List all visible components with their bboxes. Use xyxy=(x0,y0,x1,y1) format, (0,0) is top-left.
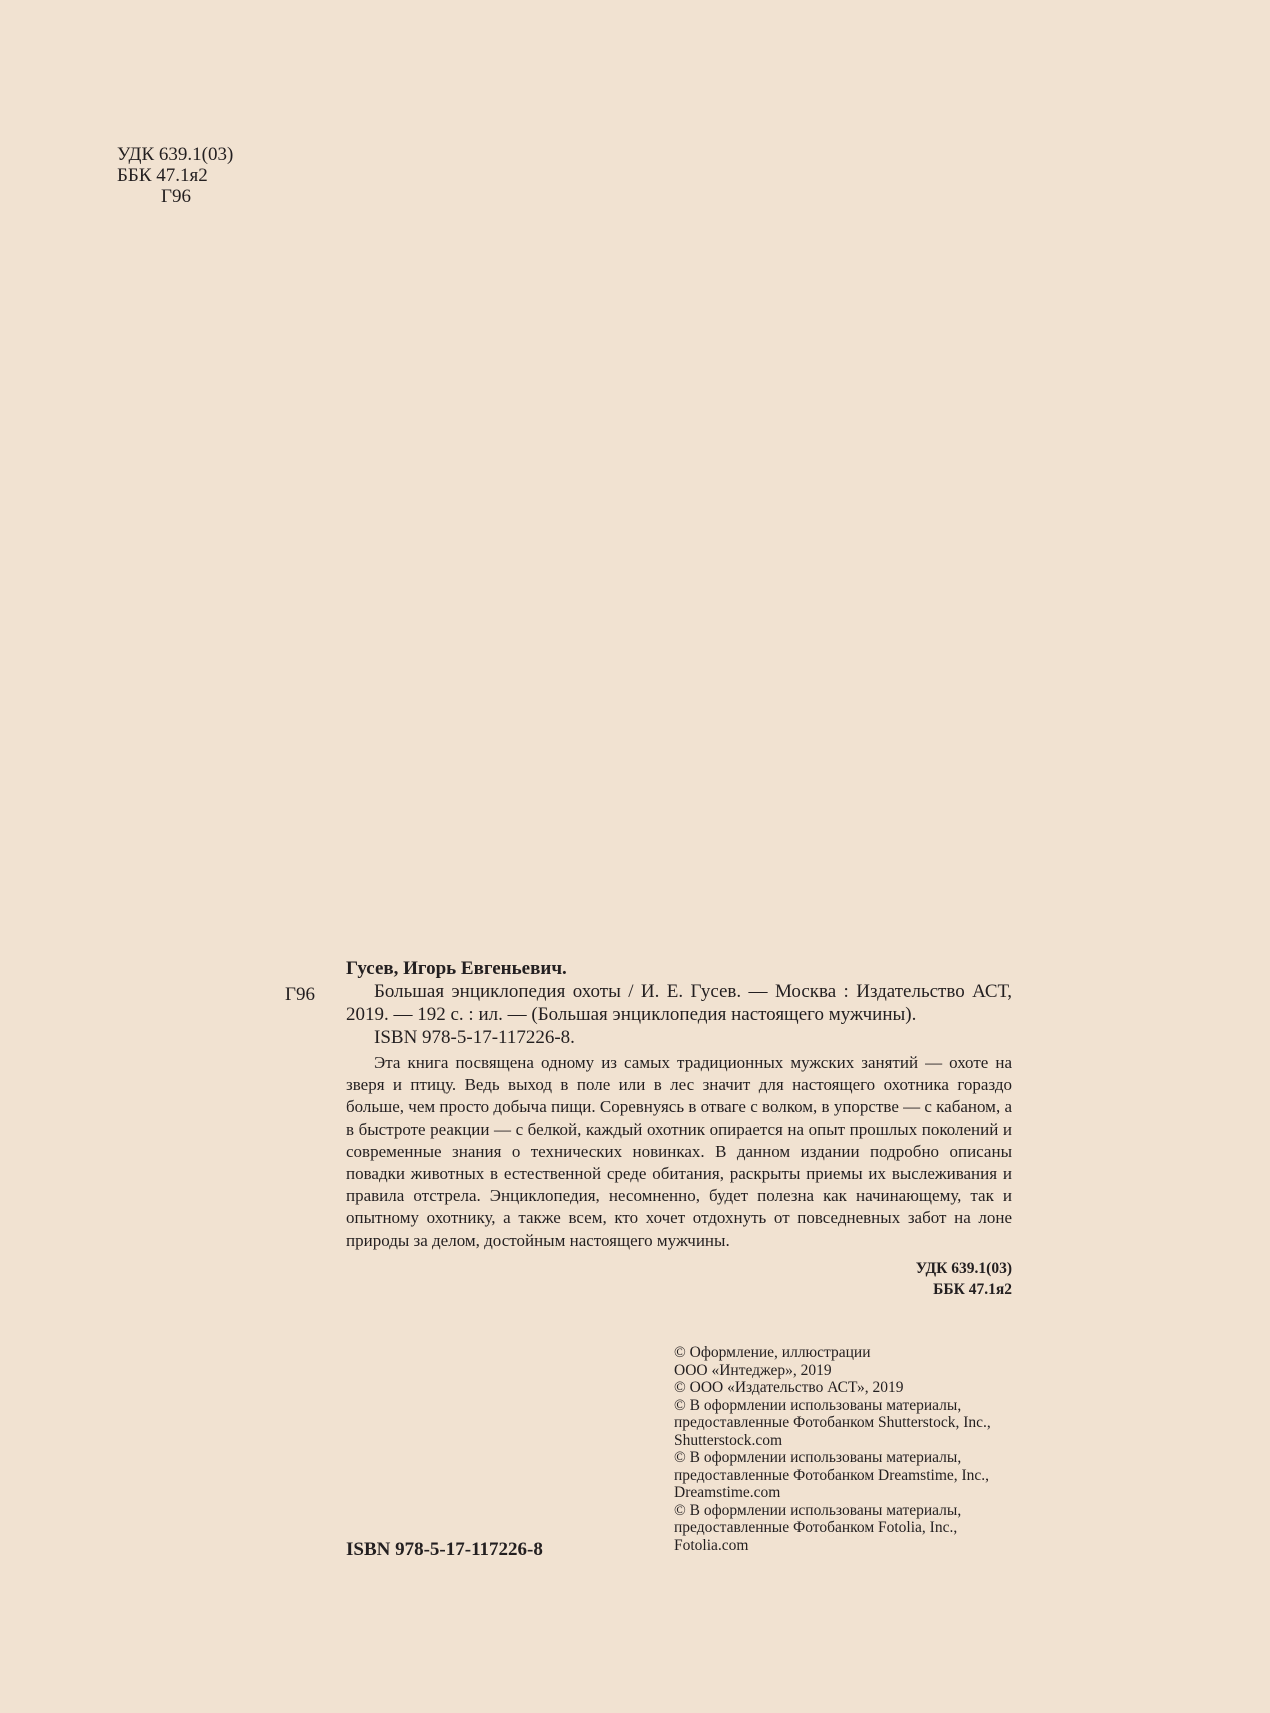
copyright-fotolia-line-3: Fotolia.com xyxy=(674,1536,749,1554)
copyright-shutterstock-line-2: предоставленные Фотобанком Shutterstock, Inc., xyxy=(674,1414,991,1431)
record-classification-codes xyxy=(346,1258,1012,1300)
record-author-mark: Г96 xyxy=(285,984,315,1005)
copyright-design-line-1: © Оформление, иллюстрации xyxy=(674,1344,871,1361)
record-isbn: ISBN 978-5-17-117226-8. xyxy=(374,1027,575,1048)
isbn-bottom: ISBN 978-5-17-117226-8 xyxy=(346,1539,543,1560)
bibliographic-record xyxy=(285,957,1012,1300)
author-heading: Гусев, Игорь Евгеньевич. xyxy=(346,958,567,979)
copyright-block xyxy=(674,1344,1019,1554)
copyright-publisher: © ООО «Издательство АСТ», 2019 xyxy=(674,1379,904,1396)
copyright-dreamstime-line-1: © В оформлении использованы материалы, xyxy=(674,1449,962,1466)
annotation: Эта книга посвящена одному из самых традиционных мужских занятий — охоте на зверя и птицу. Ведь выход в поле или в лес значит для настоящего охотника гораздо больше, чем просто добыча пищи. Соревнуясь в отваге с волком, в упорстве — с кабаном, а в быстроте реакции — с белкой, каждый охотник опирается на опыт прошлых поколений и современные знания о технических новинках. В данном издании подробно описаны повадки животных в естественной среде обитания, раскрыты приемы их выслеживания и правила отстрела. Энциклопедия, несомненно, будет полезна как начинающему, так и опытному охотнику, а также всем, кто хочет отдохнуть от повседневных забот на лоне природы за делом, достойным настоящего мужчины. xyxy=(346,1053,1012,1250)
record-udk-code: УДК 639.1(03) xyxy=(915,1259,1012,1277)
bibliographic-description: Большая энциклопедия охоты / И. Е. Гусев. — Москва : Издательство АСТ, 2019. — 192 с. : ил. — (Большая энциклопедия настоящего мужчины). xyxy=(346,981,1012,1025)
copyright-shutterstock-line-3: Shutterstock.com xyxy=(674,1431,783,1449)
top-bbk-code: ББК 47.1я2 xyxy=(117,165,208,186)
top-udk-code: УДК 639.1(03) xyxy=(117,144,234,165)
copyright-fotolia-line-2: предоставленные Фотобанком Fotolia, Inc., xyxy=(674,1519,958,1536)
copyright-fotolia-line-1: © В оформлении использованы материалы, xyxy=(674,1501,962,1519)
copyright-design-line-2: ООО «Интеджер», 2019 xyxy=(674,1361,832,1379)
top-classification-codes xyxy=(117,144,233,207)
top-author-mark: Г96 xyxy=(161,186,191,207)
copyright-dreamstime-line-2: предоставленные Фотобанком Dreamstime, Inc., xyxy=(674,1466,990,1484)
record-bbk-code: ББК 47.1я2 xyxy=(933,1280,1012,1298)
copyright-dreamstime-line-3: Dreamstime.com xyxy=(674,1484,781,1501)
copyright-shutterstock-line-1: © В оформлении использованы материалы, xyxy=(674,1396,962,1414)
